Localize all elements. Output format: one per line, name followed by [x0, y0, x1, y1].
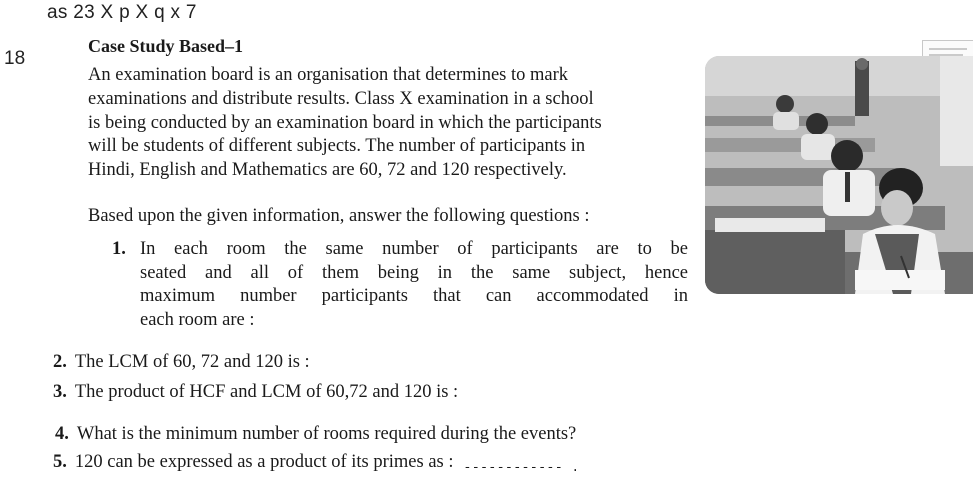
- case-study-title: Case Study Based–1: [88, 36, 244, 56]
- question-1-line: maximum number participants that can accommodated in: [140, 286, 688, 307]
- case-study-paragraph: [88, 64, 688, 183]
- question-1-line: each room are :: [140, 309, 255, 330]
- question-5-text: 120 can be expressed as a product of its primes as :: [74, 452, 454, 472]
- question-1-number: 1.: [112, 239, 126, 259]
- paragraph-line: Hindi, English and Mathematics are 60, 72 and 120 respectively.: [88, 160, 567, 181]
- exam-hall-photo: [705, 56, 973, 294]
- instruction-text: Based upon the given information, answer the following questions :: [88, 206, 590, 226]
- question-5-number: 5.: [53, 452, 67, 472]
- exam-hall-photo-icon: [705, 56, 973, 294]
- paragraph-line: examinations and distribute results. Class X examination in a school: [88, 88, 594, 109]
- question-5: [53, 452, 580, 475]
- question-4: [55, 424, 576, 445]
- question-1-line: seated and all of them being in the same subject, hence: [140, 262, 688, 283]
- question-1-line: In each room the same number of participants are to be: [140, 239, 688, 259]
- question-2: [53, 352, 310, 373]
- question-3-number: 3.: [53, 382, 67, 402]
- question-2-number: 2.: [53, 352, 67, 372]
- question-2-text: The LCM of 60, 72 and 120 is :: [74, 352, 310, 372]
- question-3-text: The product of HCF and LCM of 60,72 and 120 is :: [74, 382, 459, 402]
- answer-blank: ------------ .: [463, 460, 580, 475]
- question-3: [53, 382, 458, 403]
- formula-line: as 23 X p X q x 7: [47, 2, 197, 23]
- question-4-text: What is the minimum number of rooms required during the events?: [76, 424, 577, 444]
- paragraph-line: will be students of different subjects. The number of participants in: [88, 136, 586, 157]
- question-number: 18: [4, 48, 26, 69]
- question-1: [112, 238, 688, 332]
- question-4-number: 4.: [55, 424, 69, 444]
- paragraph-line: is being conducted by an examination board in which the participants: [88, 112, 602, 133]
- paragraph-line: An examination board is an organisation that determines to mark: [88, 65, 569, 85]
